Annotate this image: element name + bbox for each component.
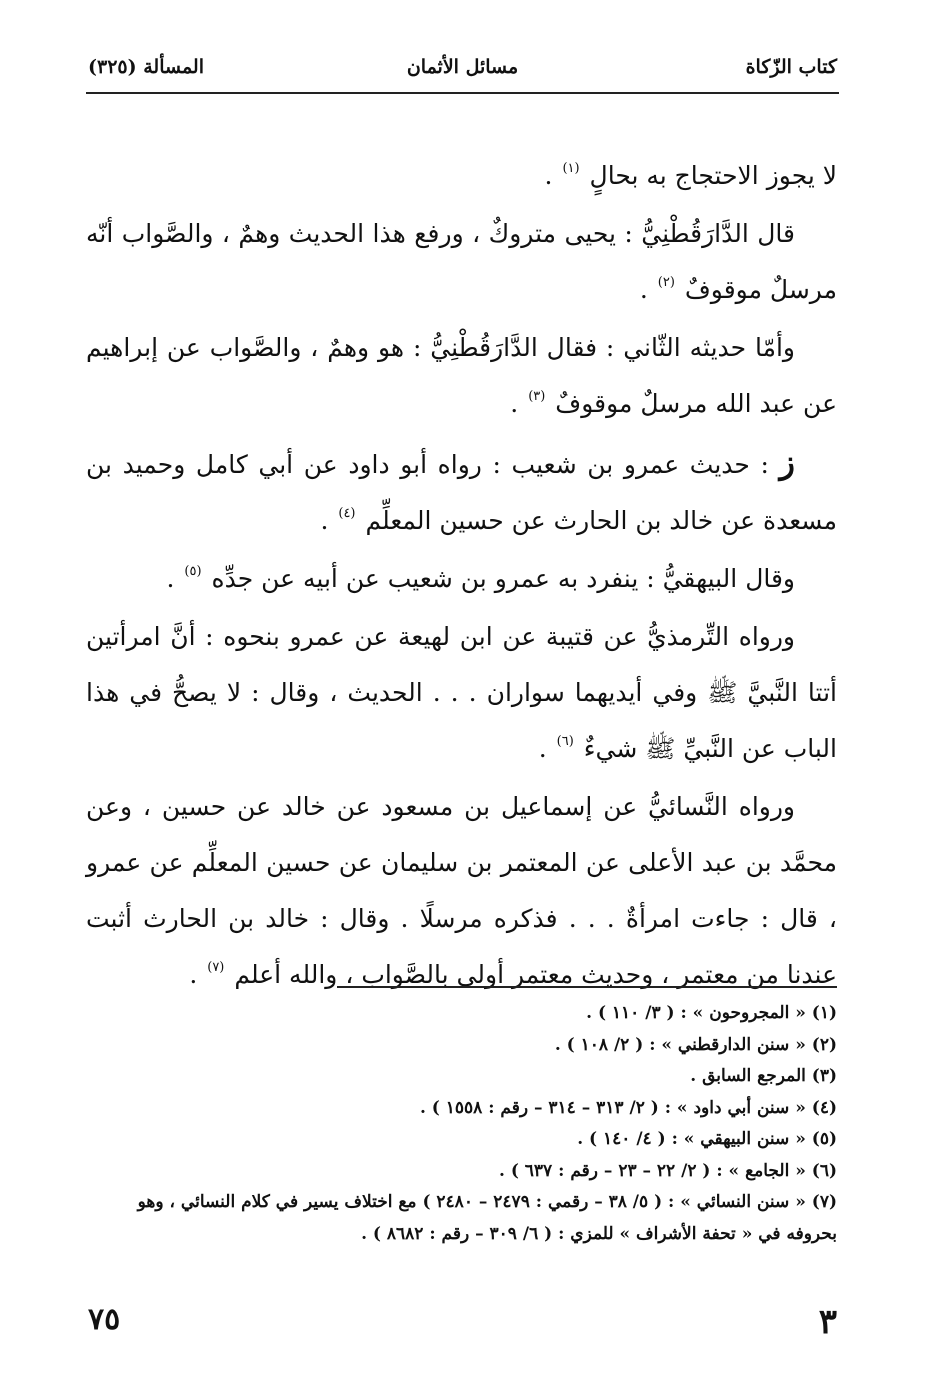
paragraph-end: . bbox=[639, 275, 648, 304]
issue-number: المسألة (٣٢٥) bbox=[88, 56, 204, 78]
header-divider bbox=[86, 92, 839, 94]
page-number: ٧٥ bbox=[88, 1302, 121, 1337]
paragraph-text: ورواه التِّرمذيُّ عن قتيبة عن ابن لهيعة عن عمرو بنحوه : أنَّ امرأتين أتتا النَّبيَّ ﷺ وفي أيديهما سواران . . . الحديث ، وقال : لا يصحُّ في هذا الباب عن النَّبيِّ ﷺ شيءٌ bbox=[86, 622, 837, 763]
footnote-2: (٢) « سنن الدارقطني » : ( ٢/ ١٠٨ ) . bbox=[554, 1034, 837, 1055]
paragraph-2 bbox=[86, 206, 837, 318]
footnote-7: (٧) « سنن النسائي » : ( ٥/ ٣٨ – رقمي : ٢٤٧٩ – ٢٤٨٠ ) مع اختلاف يسير في كلام النسائي ، وهو بحروفه في « تحفة الأشراف » للمزي : ( ٦/ ٣٠٩ – رقم : ٨٦٨٢ ) . bbox=[137, 1192, 837, 1244]
paragraph-text: وأمّا حديثه الثّاني : فقال الدَّارَقُطْنِيُّ : هو وهمٌ ، والصَّواب عن إبراهيم عن عبد الله مرسلٌ موقوفٌ bbox=[86, 333, 837, 418]
footnote-5: (٥) « سنن البيهقي » : ( ٤/ ١٤٠ ) . bbox=[577, 1129, 837, 1149]
footnote-marker: (١) bbox=[562, 161, 580, 176]
paragraph-end: . bbox=[166, 564, 175, 593]
footnote-marker: (٧) bbox=[207, 960, 225, 975]
signature-number: ٣ bbox=[818, 1302, 837, 1342]
main-text bbox=[86, 148, 837, 1005]
paragraph-7 bbox=[86, 779, 837, 1003]
paragraph-4 bbox=[86, 434, 837, 549]
paragraph-end: . bbox=[320, 506, 329, 535]
section-letter: ز bbox=[779, 443, 795, 481]
running-header bbox=[88, 56, 837, 92]
paragraph-end: . bbox=[544, 161, 553, 190]
paragraph-end: . bbox=[510, 389, 519, 418]
section-title: مسائل الأثمان bbox=[406, 56, 519, 78]
footnote-3: (٣) المرجع السابق . bbox=[690, 1066, 837, 1086]
footnote-marker: (٤) bbox=[338, 506, 356, 521]
paragraph-6 bbox=[86, 609, 837, 777]
footnote-marker: (٥) bbox=[184, 564, 202, 579]
footnote-divider bbox=[337, 986, 837, 988]
paragraph-text: وقال البيهقيُّ : ينفرد به عمرو بن شعيب عن أبيه عن جدِّه bbox=[211, 564, 795, 593]
paragraph-text: لا يجوز الاحتجاج به بحالٍ bbox=[589, 161, 837, 190]
footnote-marker: (٢) bbox=[657, 275, 675, 290]
paragraph-text: : حديث عمرو بن شعيب : رواه أبو داود عن أبي كامل وحميد بن مسعدة عن خالد بن الحارث عن حسين المعلِّم bbox=[86, 450, 837, 535]
paragraph-3 bbox=[86, 320, 837, 432]
paragraph-text: ورواه النَّسائيُّ عن إسماعيل بن مسعود عن خالد عن حسين ، وعن محمَّد بن عبد الأعلى عن المعتمر بن سليمان عن حسين المعلِّم عن عمرو ، قال : جاءت امرأةٌ . . . فذكره مرسلًا . وقال : خالد بن الحارث أثبت عندنا من معتمر ، وحديث معتمر أولى بالصَّواب ، والله أعلم bbox=[86, 792, 837, 989]
footnote-1: (١) « المجروحون » : ( ٣/ ١١٠ ) . bbox=[586, 1003, 837, 1023]
paragraph-5 bbox=[86, 551, 837, 607]
footnote-4: (٤) « سنن أبي داود » : ( ٢/ ٣١٣ – ٣١٤ – رقم : ١٥٥٨ ) . bbox=[419, 1097, 837, 1118]
paragraph-end: . bbox=[189, 960, 198, 989]
paragraph-1 bbox=[86, 148, 837, 204]
paragraph-end: . bbox=[538, 734, 547, 763]
footnotes bbox=[86, 998, 837, 1250]
book-title: كتاب الزّكاة bbox=[745, 56, 837, 78]
footnote-marker: (٦) bbox=[556, 734, 574, 749]
footnote-marker: (٣) bbox=[528, 389, 546, 404]
paragraph-text: قال الدَّارَقُطْنِيُّ : يحيى متروكٌ ، ورفع هذا الحديث وهمٌ ، والصَّواب أنّه مرسلٌ موقوفٌ bbox=[86, 219, 837, 304]
footnote-6: (٦) « الجامع » : ( ٢/ ٢٢ – ٢٣ – رقم : ٦٣٧ ) . bbox=[498, 1160, 837, 1181]
